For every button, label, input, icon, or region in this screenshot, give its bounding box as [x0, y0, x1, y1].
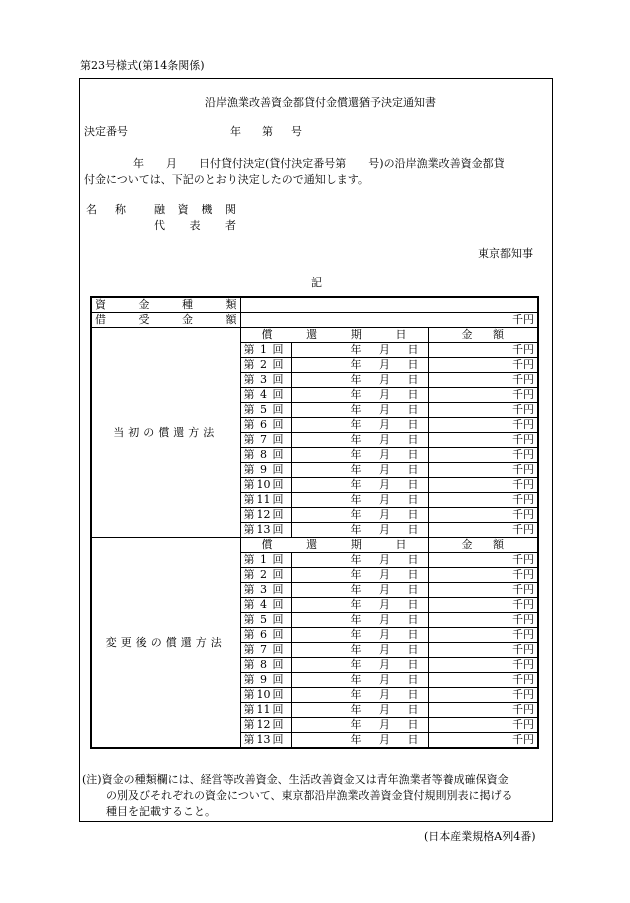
changed-amount-unit: 千円 [428, 598, 538, 613]
changed-amount-unit: 千円 [428, 583, 538, 598]
changed-schedule-header: 償 還 期 日 [240, 538, 428, 553]
note-line-3: 種目を記載すること。 [106, 805, 216, 818]
fund-type-row: 資 金 種 類 [91, 297, 538, 313]
changed-installment-number: 第 3 回 [240, 583, 291, 598]
original-amount-unit: 千円 [428, 403, 538, 418]
changed-installment-number: 第 4 回 [240, 598, 291, 613]
original-amount-unit: 千円 [428, 343, 538, 358]
changed-repayment-date: 年 月 日 [291, 613, 428, 628]
changed-amount-unit: 千円 [428, 613, 538, 628]
changed-repayment-date: 年 月 日 [291, 553, 428, 568]
changed-installment-number: 第 6 回 [240, 628, 291, 643]
addressee-name-label: 名 称 [86, 203, 126, 216]
original-repayment-date: 年 月 日 [291, 433, 428, 448]
original-installment-number: 第 5 回 [240, 403, 291, 418]
changed-repayment-date: 年 月 日 [291, 583, 428, 598]
original-repayment-date: 年 月 日 [291, 358, 428, 373]
original-method-label: 当初の償還方法 [91, 328, 240, 538]
original-amount-unit: 千円 [428, 373, 538, 388]
changed-installment-number: 第 12 回 [240, 718, 291, 733]
original-installment-number: 第 11 回 [240, 493, 291, 508]
changed-amount-unit: 千円 [428, 703, 538, 718]
decision-number-go: 号 [291, 125, 302, 138]
changed-repayment-date: 年 月 日 [291, 703, 428, 718]
issuer: 東京都知事 [478, 247, 533, 260]
changed-amount-unit: 千円 [428, 568, 538, 583]
changed-installment-number: 第 7 回 [240, 643, 291, 658]
original-repayment-date: 年 月 日 [291, 343, 428, 358]
changed-repayment-date: 年 月 日 [291, 628, 428, 643]
changed-amount-unit: 千円 [428, 643, 538, 658]
borrowed-amount-unit: 千円 [240, 313, 538, 328]
original-repayment-date: 年 月 日 [291, 403, 428, 418]
original-repayment-date: 年 月 日 [291, 523, 428, 538]
original-installment-number: 第 8 回 [240, 448, 291, 463]
original-amount-unit: 千円 [428, 418, 538, 433]
changed-installment-number: 第 11 回 [240, 703, 291, 718]
original-repayment-date: 年 月 日 [291, 388, 428, 403]
original-amount-unit: 千円 [428, 478, 538, 493]
original-amount-unit: 千円 [428, 508, 538, 523]
representative-label: 代 表 者 [154, 219, 236, 232]
changed-header-row [91, 538, 538, 553]
changed-repayment-date: 年 月 日 [291, 733, 428, 749]
changed-installment-number: 第 5 回 [240, 613, 291, 628]
original-repayment-date: 年 月 日 [291, 493, 428, 508]
changed-repayment-date: 年 月 日 [291, 658, 428, 673]
ki-heading: 記 [311, 276, 322, 289]
original-installment-number: 第 2 回 [240, 358, 291, 373]
note-line-1: (注)資金の種類欄には、経営等改善資金、生活改善資金又は青年漁業者等養成確保資金 [82, 773, 509, 786]
original-schedule-header: 償 還 期 日 [240, 328, 428, 343]
original-amount-unit: 千円 [428, 388, 538, 403]
original-installment-number: 第 6 回 [240, 418, 291, 433]
original-amount-header: 金 額 [428, 328, 538, 343]
original-installment-number: 第 13 回 [240, 523, 291, 538]
form-id: 第23号様式(第14条関係) [80, 59, 205, 72]
changed-installment-number: 第 10 回 [240, 688, 291, 703]
changed-amount-header: 金 額 [428, 538, 538, 553]
fund-type-value [240, 297, 538, 313]
original-repayment-date: 年 月 日 [291, 418, 428, 433]
original-repayment-date: 年 月 日 [291, 448, 428, 463]
changed-amount-unit: 千円 [428, 688, 538, 703]
changed-amount-unit: 千円 [428, 658, 538, 673]
institution-label: 融 資 機 関 [154, 203, 236, 216]
original-installment-number: 第 12 回 [240, 508, 291, 523]
changed-installment-number: 第 1 回 [240, 553, 291, 568]
note-line-2: の別及びそれぞれの資金について、東京都沿岸漁業改善資金貸付規則別表に掲げる [106, 789, 513, 802]
original-installment-number: 第 3 回 [240, 373, 291, 388]
original-installment-number: 第 1 回 [240, 343, 291, 358]
original-amount-unit: 千円 [428, 523, 538, 538]
original-repayment-date: 年 月 日 [291, 373, 428, 388]
changed-repayment-date: 年 月 日 [291, 598, 428, 613]
original-amount-unit: 千円 [428, 493, 538, 508]
document-title: 沿岸漁業改善資金都貸付金償還猶予決定通知書 [205, 96, 436, 109]
changed-installment-number: 第 2 回 [240, 568, 291, 583]
paper-size-note: (日本産業規格A列4番) [424, 830, 536, 843]
original-installment-number: 第 4 回 [240, 388, 291, 403]
changed-amount-unit: 千円 [428, 673, 538, 688]
changed-installment-number: 第 9 回 [240, 673, 291, 688]
original-amount-unit: 千円 [428, 433, 538, 448]
changed-amount-unit: 千円 [428, 553, 538, 568]
decision-number-year: 年 [230, 125, 241, 138]
original-amount-unit: 千円 [428, 463, 538, 478]
borrowed-amount-row: 借 受 金 額 千円 [91, 313, 538, 328]
body-line-2: 付金については、下記のとおり決定したので通知します。 [84, 173, 369, 186]
original-installment-number: 第 9 回 [240, 463, 291, 478]
original-installment-number: 第 10 回 [240, 478, 291, 493]
changed-method-label: 変更後の償還方法 [91, 538, 240, 749]
changed-repayment-date: 年 月 日 [291, 718, 428, 733]
decision-number-label: 決定番号 [84, 125, 128, 138]
changed-amount-unit: 千円 [428, 628, 538, 643]
body-line-1: 年 月 日付貸付決定(貸付決定番号第 号)の沿岸漁業改善資金都貸 [133, 157, 505, 170]
original-amount-unit: 千円 [428, 358, 538, 373]
changed-repayment-date: 年 月 日 [291, 643, 428, 658]
repayment-table [90, 296, 539, 749]
original-repayment-date: 年 月 日 [291, 478, 428, 493]
original-amount-unit: 千円 [428, 448, 538, 463]
original-repayment-date: 年 月 日 [291, 508, 428, 523]
changed-amount-unit: 千円 [428, 718, 538, 733]
original-repayment-date: 年 月 日 [291, 463, 428, 478]
changed-repayment-date: 年 月 日 [291, 688, 428, 703]
original-header-row [91, 328, 538, 343]
decision-number-dai: 第 [262, 125, 273, 138]
changed-repayment-date: 年 月 日 [291, 568, 428, 583]
original-installment-number: 第 7 回 [240, 433, 291, 448]
changed-installment-number: 第 8 回 [240, 658, 291, 673]
changed-amount-unit: 千円 [428, 733, 538, 749]
changed-installment-number: 第 13 回 [240, 733, 291, 749]
changed-repayment-date: 年 月 日 [291, 673, 428, 688]
